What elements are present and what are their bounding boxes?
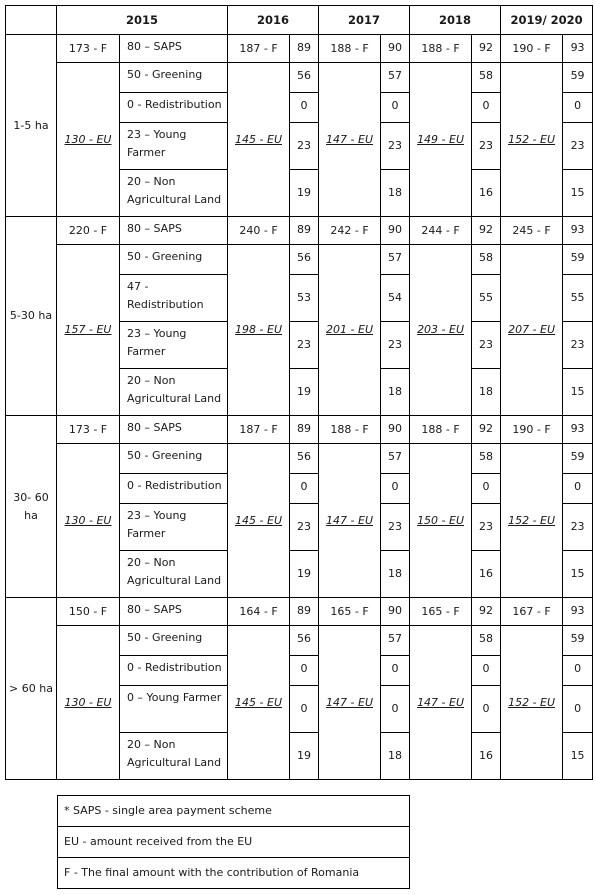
payment-value: 0 <box>472 93 501 123</box>
eu-amount-2015: 130 - EU <box>57 626 120 780</box>
payment-item-label: 47 - Redistribution <box>120 275 228 322</box>
final-amount-year-4: 245 - F <box>501 217 563 245</box>
payment-value: 56 <box>290 63 319 93</box>
payment-value: 16 <box>472 733 501 780</box>
eu-amount-year-1: 198 - EU <box>228 245 290 416</box>
table-row <box>6 416 593 444</box>
payment-value: 16 <box>472 170 501 217</box>
payment-value: 56 <box>290 444 319 474</box>
payment-value: 23 <box>290 504 319 551</box>
payment-item-label: 23 – Young Farmer <box>120 322 228 369</box>
payment-item-label: 80 – SAPS <box>120 217 228 245</box>
eu-amount-year-2: 201 - EU <box>319 245 381 416</box>
final-amount-year-3: 188 - F <box>410 416 472 444</box>
payment-value: 58 <box>472 444 501 474</box>
payment-value: 58 <box>472 626 501 656</box>
final-amount-year-2: 242 - F <box>319 217 381 245</box>
payment-value: 19 <box>290 733 319 780</box>
payment-value: 0 <box>381 474 410 504</box>
payment-item-label: 80 – SAPS <box>120 35 228 63</box>
payment-item-label: 80 – SAPS <box>120 598 228 626</box>
payment-value: 18 <box>381 551 410 598</box>
payment-value: 90 <box>381 416 410 444</box>
farm-size-label: 5-30 ha <box>6 217 57 416</box>
payment-value: 0 <box>563 686 593 733</box>
payment-value: 58 <box>472 245 501 275</box>
farm-size-label: 1-5 ha <box>6 35 57 217</box>
header-row <box>6 6 593 35</box>
payment-item-label: 50 - Greening <box>120 626 228 656</box>
eu-amount-year-4: 152 - EU <box>501 626 563 780</box>
payment-value: 0 <box>290 474 319 504</box>
payment-value: 93 <box>563 35 593 63</box>
payment-value: 58 <box>472 63 501 93</box>
final-amount-2015: 220 - F <box>57 217 120 245</box>
payment-value: 57 <box>381 444 410 474</box>
payment-value: 53 <box>290 275 319 322</box>
payment-value: 23 <box>563 322 593 369</box>
legend-eu: EU - amount received from the EU <box>58 827 410 858</box>
payment-value: 89 <box>290 598 319 626</box>
payment-value: 0 <box>563 93 593 123</box>
payment-value: 0 <box>381 93 410 123</box>
header-2019-2020: 2019/ 2020 <box>501 6 593 35</box>
payment-value: 18 <box>381 733 410 780</box>
payment-value: 23 <box>381 123 410 170</box>
payment-value: 16 <box>472 551 501 598</box>
eu-amount-year-4: 207 - EU <box>501 245 563 416</box>
payment-item-label: 0 – Young Farmer <box>120 686 228 733</box>
payment-item-label: 0 - Redistribution <box>120 656 228 686</box>
payment-value: 15 <box>563 733 593 780</box>
payment-value: 92 <box>472 598 501 626</box>
final-amount-year-4: 190 - F <box>501 416 563 444</box>
final-amount-2015: 173 - F <box>57 35 120 63</box>
payment-value: 23 <box>472 504 501 551</box>
final-amount-year-4: 167 - F <box>501 598 563 626</box>
payment-value: 23 <box>290 123 319 170</box>
table-body <box>6 35 593 780</box>
payment-item-label: 0 - Redistribution <box>120 93 228 123</box>
payment-item-label: 20 – Non Agricultural Land <box>120 551 228 598</box>
final-amount-year-3: 188 - F <box>410 35 472 63</box>
payment-value: 55 <box>563 275 593 322</box>
final-amount-year-3: 244 - F <box>410 217 472 245</box>
payment-item-label: 80 – SAPS <box>120 416 228 444</box>
final-amount-year-3: 165 - F <box>410 598 472 626</box>
payment-value: 23 <box>563 504 593 551</box>
payment-value: 23 <box>381 322 410 369</box>
legend-f: F - The final amount with the contribution of Romania <box>58 858 410 889</box>
eu-amount-year-4: 152 - EU <box>501 63 563 217</box>
payment-value: 19 <box>290 170 319 217</box>
payment-value: 56 <box>290 245 319 275</box>
payment-value: 93 <box>563 217 593 245</box>
payment-value: 0 <box>290 93 319 123</box>
final-amount-year-4: 190 - F <box>501 35 563 63</box>
eu-amount-2015: 157 - EU <box>57 245 120 416</box>
eu-amount-year-3: 203 - EU <box>410 245 472 416</box>
payment-value: 18 <box>381 369 410 416</box>
payments-table <box>5 5 593 780</box>
payment-value: 92 <box>472 35 501 63</box>
farm-size-label: > 60 ha <box>6 598 57 780</box>
payment-value: 18 <box>472 369 501 416</box>
payment-value: 15 <box>563 369 593 416</box>
payment-value: 90 <box>381 598 410 626</box>
final-amount-year-1: 164 - F <box>228 598 290 626</box>
payment-value: 19 <box>290 369 319 416</box>
payment-value: 0 <box>290 686 319 733</box>
eu-amount-year-2: 147 - EU <box>319 626 381 780</box>
final-amount-2015: 150 - F <box>57 598 120 626</box>
legend-row <box>58 827 410 858</box>
payment-value: 93 <box>563 416 593 444</box>
payment-value: 0 <box>472 686 501 733</box>
payment-value: 89 <box>290 35 319 63</box>
eu-amount-year-4: 152 - EU <box>501 444 563 598</box>
header-2015: 2015 <box>57 6 228 35</box>
payment-item-label: 20 – Non Agricultural Land <box>120 369 228 416</box>
eu-amount-year-1: 145 - EU <box>228 626 290 780</box>
header-2016: 2016 <box>228 6 319 35</box>
table-row <box>6 245 593 275</box>
final-amount-year-2: 188 - F <box>319 416 381 444</box>
header-empty <box>6 6 57 35</box>
table-row <box>6 444 593 474</box>
payment-value: 0 <box>381 686 410 733</box>
final-amount-year-1: 240 - F <box>228 217 290 245</box>
payment-value: 56 <box>290 626 319 656</box>
payment-value: 15 <box>563 170 593 217</box>
final-amount-year-2: 188 - F <box>319 35 381 63</box>
eu-amount-year-1: 145 - EU <box>228 444 290 598</box>
payment-value: 59 <box>563 626 593 656</box>
legend-row <box>58 858 410 889</box>
payment-value: 92 <box>472 217 501 245</box>
legend-table <box>57 795 410 889</box>
table-row <box>6 63 593 93</box>
eu-amount-2015: 130 - EU <box>57 63 120 217</box>
payment-value: 23 <box>381 504 410 551</box>
payment-value: 0 <box>290 656 319 686</box>
payment-item-label: 20 – Non Agricultural Land <box>120 170 228 217</box>
payment-value: 15 <box>563 551 593 598</box>
eu-amount-year-3: 150 - EU <box>410 444 472 598</box>
payment-value: 57 <box>381 63 410 93</box>
eu-amount-year-2: 147 - EU <box>319 63 381 217</box>
payment-item-label: 23 – Young Farmer <box>120 123 228 170</box>
header-2018: 2018 <box>410 6 501 35</box>
payment-value: 23 <box>290 322 319 369</box>
payment-value: 0 <box>472 656 501 686</box>
payment-value: 89 <box>290 416 319 444</box>
farm-size-label: 30- 60 ha <box>6 416 57 598</box>
payment-value: 57 <box>381 626 410 656</box>
payment-value: 0 <box>381 656 410 686</box>
header-2017: 2017 <box>319 6 410 35</box>
final-amount-year-1: 187 - F <box>228 416 290 444</box>
eu-amount-year-3: 149 - EU <box>410 63 472 217</box>
payment-value: 23 <box>472 322 501 369</box>
legend-saps: * SAPS - single area payment scheme <box>58 796 410 827</box>
payment-value: 18 <box>381 170 410 217</box>
table-row <box>6 35 593 63</box>
payment-value: 57 <box>381 245 410 275</box>
payment-value: 23 <box>472 123 501 170</box>
payment-value: 23 <box>563 123 593 170</box>
payment-value: 55 <box>472 275 501 322</box>
payment-value: 59 <box>563 245 593 275</box>
eu-amount-year-1: 145 - EU <box>228 63 290 217</box>
payment-item-label: 0 - Redistribution <box>120 474 228 504</box>
eu-amount-year-3: 147 - EU <box>410 626 472 780</box>
payment-value: 19 <box>290 551 319 598</box>
payment-value: 89 <box>290 217 319 245</box>
payment-value: 92 <box>472 416 501 444</box>
payment-value: 54 <box>381 275 410 322</box>
table-row <box>6 626 593 656</box>
payment-item-label: 50 - Greening <box>120 444 228 474</box>
eu-amount-year-2: 147 - EU <box>319 444 381 598</box>
payment-value: 0 <box>472 474 501 504</box>
payment-item-label: 50 - Greening <box>120 63 228 93</box>
payment-item-label: 23 – Young Farmer <box>120 504 228 551</box>
legend-row <box>58 796 410 827</box>
payment-value: 90 <box>381 35 410 63</box>
final-amount-year-1: 187 - F <box>228 35 290 63</box>
payment-item-label: 20 – Non Agricultural Land <box>120 733 228 780</box>
final-amount-year-2: 165 - F <box>319 598 381 626</box>
payment-value: 59 <box>563 444 593 474</box>
table-row <box>6 217 593 245</box>
payment-value: 90 <box>381 217 410 245</box>
payment-item-label: 50 - Greening <box>120 245 228 275</box>
payment-value: 0 <box>563 656 593 686</box>
table-row <box>6 598 593 626</box>
payment-value: 59 <box>563 63 593 93</box>
eu-amount-2015: 130 - EU <box>57 444 120 598</box>
payment-value: 93 <box>563 598 593 626</box>
payment-value: 0 <box>563 474 593 504</box>
final-amount-2015: 173 - F <box>57 416 120 444</box>
